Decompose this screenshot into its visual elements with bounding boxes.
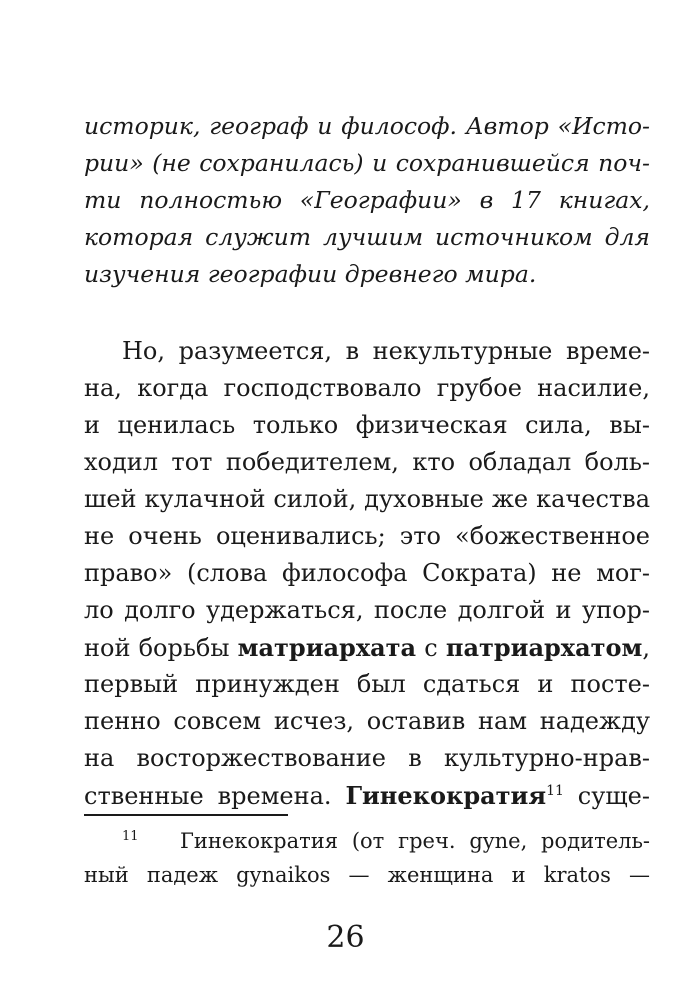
text-fragment: ной борьбы	[84, 634, 238, 662]
footnote-line: ный падеж gynaikos — женщина и kratos —	[84, 863, 650, 887]
text-line: право» (слова философа Сократа) не мог-	[84, 559, 650, 587]
footnote-continuation	[84, 108, 650, 293]
text-line: изучения географии древнего мира.	[84, 260, 537, 288]
text-line: ти полностью «Географии» в 17 книгах,	[84, 186, 650, 214]
text-line: не очень оценивались; это «божественное	[84, 522, 650, 550]
page-number: 26	[326, 920, 365, 955]
text-line: на восторжествование в культурно-нрав-	[84, 744, 650, 772]
text-line	[84, 777, 650, 814]
footnote-text: Гинекократия (от греч. gyne, родитель-	[179, 829, 650, 853]
text-line: ходил тот победителем, кто обладал боль-	[84, 448, 650, 476]
text-line	[84, 629, 650, 666]
text-line: шей кулачной силой, духовные же качества	[84, 485, 650, 513]
text-line: которая служит лучшим источником для	[84, 223, 650, 251]
text-fragment: суще-	[563, 782, 650, 810]
text-line: пенно совсем исчез, оставив нам надежду	[84, 707, 650, 735]
bold-term-patriarchy: патриархатом	[445, 633, 643, 662]
text-fragment: ственные времена.	[84, 782, 346, 810]
main-paragraph	[84, 333, 650, 814]
page-text	[84, 108, 650, 814]
paragraph-gap	[84, 293, 650, 333]
text-line: историк, географ и философ. Автор «Исто-	[84, 112, 650, 140]
footnote-line	[84, 824, 650, 858]
text-fragment: с	[416, 634, 446, 662]
text-line: на, когда господствовало грубое насилие,	[84, 374, 650, 402]
text-line: Но, разумеется, в некультурные време-	[122, 337, 650, 365]
footnote-separator	[84, 814, 288, 816]
text-line: рии» (не сохранилась) и сохранившейся поч-	[84, 149, 650, 177]
bold-term-matriarchy: матриархата	[237, 633, 417, 662]
bold-term-gynecocracy: Гинекократия	[345, 781, 547, 810]
footnote	[84, 824, 650, 892]
footnote-marker: 11	[122, 829, 139, 844]
footnote-reference[interactable]: 11	[546, 783, 564, 799]
text-line: и ценилась только физическая сила, вы-	[84, 411, 650, 439]
text-fragment: ,	[642, 634, 651, 662]
text-line: первый принужден был сдаться и посте-	[84, 670, 650, 698]
text-line: ло долго удержаться, после долгой и упор-	[84, 596, 650, 624]
